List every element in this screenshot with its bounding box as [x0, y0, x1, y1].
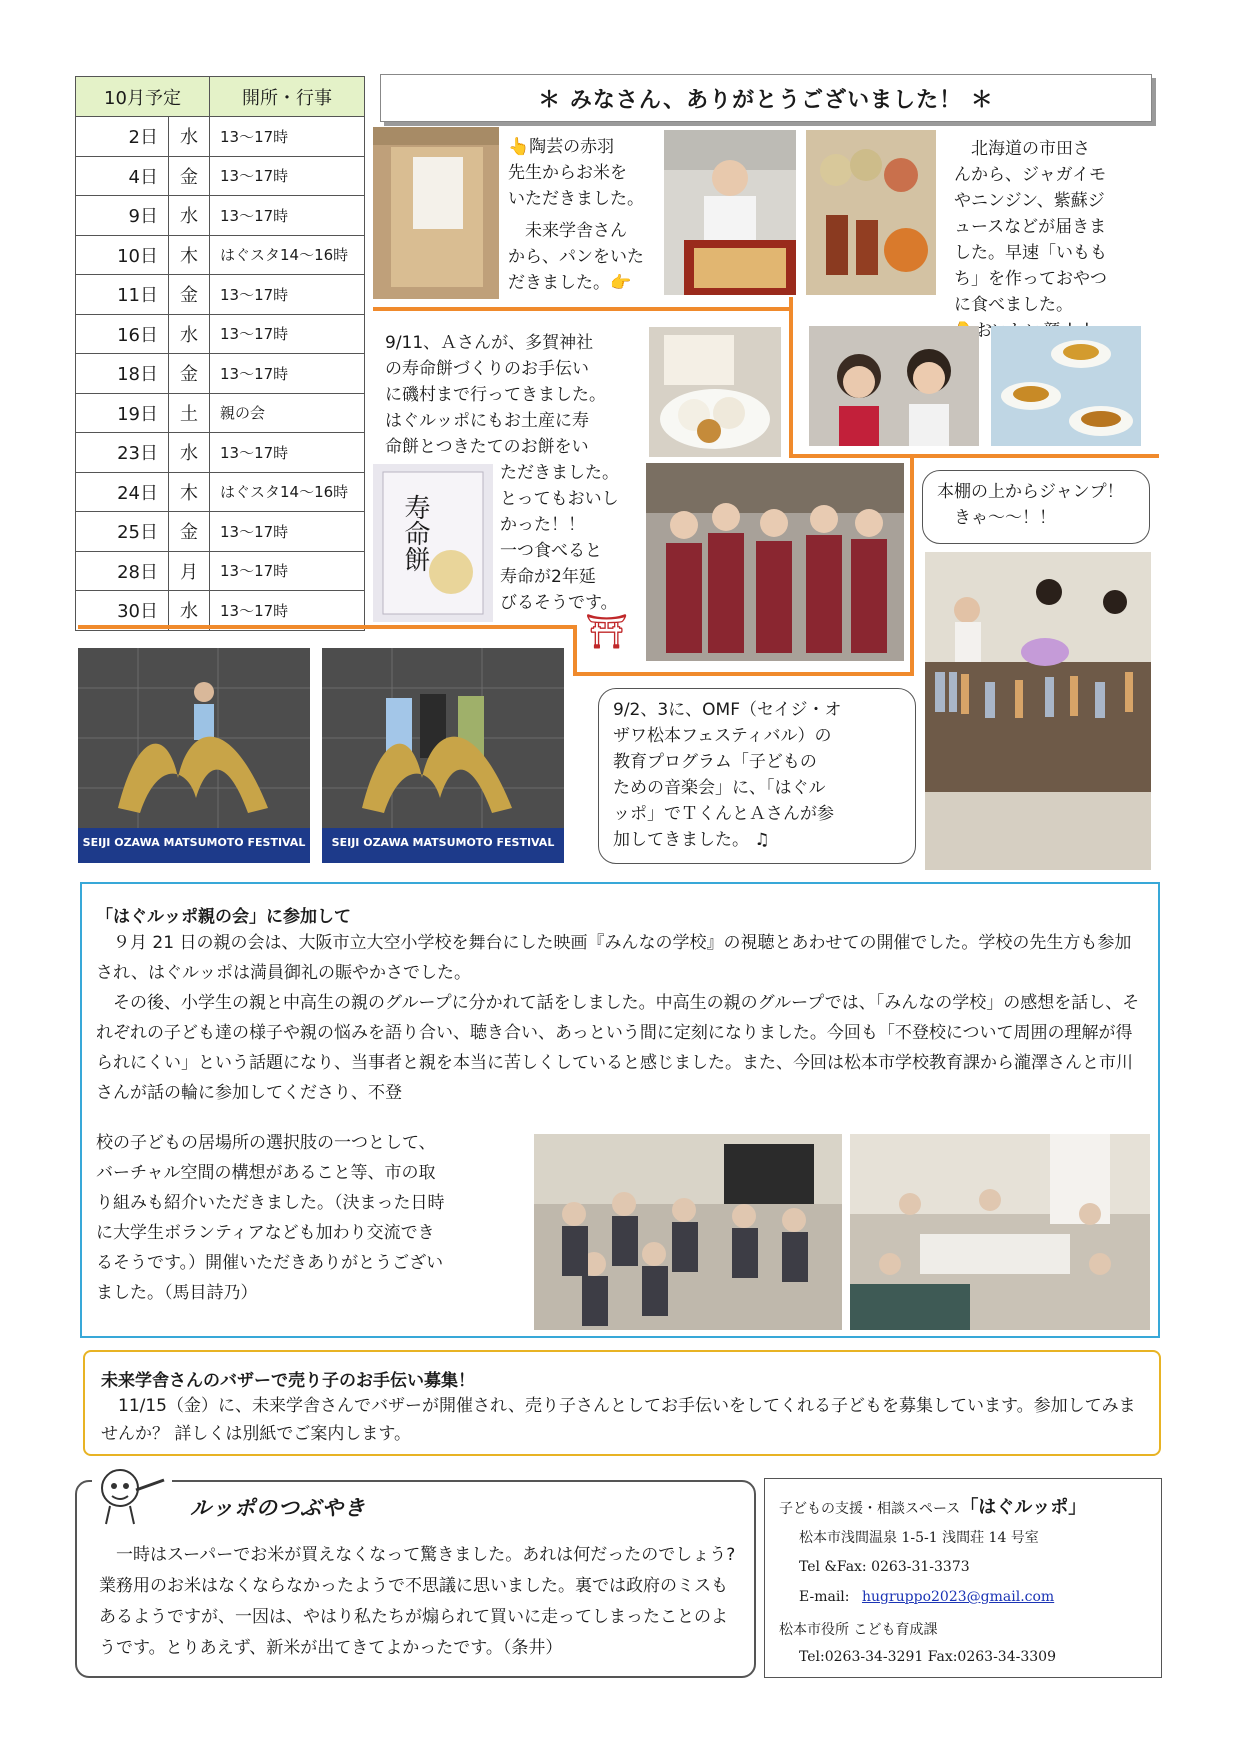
jump-bubble: 本棚の上からジャンプ！ きゃ〜〜！！	[922, 470, 1150, 544]
schedule-row	[76, 156, 365, 196]
parents-heading: 「はぐルッポ親の会」に参加して	[96, 907, 351, 927]
mochi-plate-photo	[649, 327, 781, 457]
schedule-weekday: 水	[169, 433, 210, 473]
schedule-day: 28日	[76, 551, 169, 591]
schedule-row	[76, 393, 365, 433]
schedule-day: 10日	[76, 235, 169, 275]
schedule-weekday: 水	[169, 314, 210, 354]
schedule-row	[76, 196, 365, 236]
jump-photo	[925, 552, 1151, 870]
divider-line	[789, 297, 793, 457]
contact-email-link[interactable]: hugruppo2023@gmail.com	[861, 1589, 1055, 1605]
mochi-book-photo	[373, 464, 493, 622]
schedule-weekday: 金	[169, 156, 210, 196]
contact-org	[779, 1493, 1086, 1519]
schedule-row	[76, 275, 365, 315]
parents-photo-2	[850, 1134, 1150, 1330]
schedule-event: 13〜17時	[210, 433, 365, 473]
schedule-event: 13〜17時	[210, 275, 365, 315]
schedule-header-event: 開所・行事	[210, 77, 365, 117]
schedule-weekday: 木	[169, 472, 210, 512]
schedule-day: 16日	[76, 314, 169, 354]
bazaar-body: 11/15（金）に、未来学舎さんでバザーが開催され、売り子さんとしてお手伝いをしてくれる子どもを募集しています。参加してみませんか？ 詳しくは別紙でご案内します。	[101, 1396, 1136, 1444]
schedule-row	[76, 433, 365, 473]
schedule-row	[76, 512, 365, 552]
divider-line	[573, 672, 913, 676]
schedule-weekday: 水	[169, 591, 210, 631]
schedule-weekday: 金	[169, 354, 210, 394]
kids-eating-photo	[809, 326, 979, 446]
schedule-weekday: 水	[169, 196, 210, 236]
schedule-day: 4日	[76, 156, 169, 196]
vegetables-photo	[806, 130, 936, 295]
schedule-event: 13〜17時	[210, 551, 365, 591]
mascot-icon	[92, 1458, 172, 1528]
parents-photo-1	[534, 1134, 842, 1330]
torii-icon: ⛩	[585, 612, 629, 652]
schedule-row	[76, 551, 365, 591]
parents-para-1: ９月 21 日の親の会は、大阪市立大空小学校を舞台にした映画『みんなの学校』の視聴とあわせての開催でした。学校の先生方も参加され、はぐルッポは満員御礼の賑やかさでした。	[96, 933, 1132, 983]
tsubuyaki-title: ルッポのつぶやき	[190, 1496, 366, 1520]
schedule-weekday: 金	[169, 512, 210, 552]
schedule-row	[76, 354, 365, 394]
schedule-event: 13〜17時	[210, 512, 365, 552]
mochi-group-photo	[646, 463, 904, 661]
schedule-row	[76, 117, 365, 157]
schedule-event: 13〜17時	[210, 117, 365, 157]
divider-line	[789, 454, 1159, 458]
schedule-weekday: 金	[169, 275, 210, 315]
schedule-event: 13〜17時	[210, 156, 365, 196]
schedule-event: はぐスタ14〜16時	[210, 472, 365, 512]
schedule-header-month: 10月予定	[76, 77, 210, 117]
schedule-event: 13〜17時	[210, 591, 365, 631]
schedule-day: 25日	[76, 512, 169, 552]
contact-org-prefix: 子どもの支援・相談スペース	[779, 1501, 961, 1517]
tsubuyaki-section	[75, 1480, 756, 1678]
schedule-day: 9日	[76, 196, 169, 236]
omf-bubble: 9/2、3に、OMF（セイジ・オ ザワ松本フェスティバル）の 教育プログラム「子どもの ための音楽会」に、「はぐル ッポ」でＴくんとＡさんが参 加してきました。 ♫	[598, 688, 916, 864]
schedule-weekday: 土	[169, 393, 210, 433]
schedule-day: 11日	[76, 275, 169, 315]
omf-sign-2: SEIJI OZAWA MATSUMOTO FESTIVAL	[331, 836, 555, 849]
schedule-event: 13〜17時	[210, 354, 365, 394]
tsubuyaki-body: 一時はスーパーでお米が買えなくなって驚きました。あれは何だったのでしょう?業務用のお米はなくならなかったようで不思議に思いました。裏では政府のミスもあるようですが、一因は、やはり私たちが煽られて買いに走ってしまったことのようです。とりあえず、新米が出てきてよかったです。（条井）	[99, 1545, 736, 1658]
rice-bag-illustration	[373, 127, 499, 299]
rice-bag-photo	[373, 127, 499, 299]
omf-photo-2	[322, 648, 564, 863]
contact-address: 松本市浅間温泉 1-5-1 浅間荘 14 号室	[799, 1530, 1039, 1546]
bread-text: 未来学舎さん から、パンをいた だきました。👉	[508, 221, 644, 293]
schedule-event: はぐスタ14〜16時	[210, 235, 365, 275]
contact-tel: Tel &Fax: 0263-31-3373	[799, 1559, 970, 1575]
schedule-event: 13〜17時	[210, 314, 365, 354]
schedule-event: 親の会	[210, 393, 365, 433]
schedule-day: 19日	[76, 393, 169, 433]
schedule-day: 18日	[76, 354, 169, 394]
mochi-book-title: 寿命餅	[400, 494, 430, 572]
schedule-event: 13〜17時	[210, 196, 365, 236]
schedule-day: 23日	[76, 433, 169, 473]
schedule-body	[76, 117, 365, 631]
schedule-weekday: 水	[169, 117, 210, 157]
contact-email-line	[799, 1589, 1054, 1605]
imomochi-photo	[991, 326, 1141, 446]
divider-line	[910, 458, 914, 676]
schedule-row	[76, 235, 365, 275]
hokkaido-text: 北海道の市田さ んから、ジャガイモ やニンジン、紫蘇ジ ュースなどが届きま した。早速「いもも ち」を作っておやつ に食べました。	[954, 139, 1107, 315]
schedule-header-row	[76, 77, 365, 117]
schedule-day: 24日	[76, 472, 169, 512]
rice-text: 👆陶芸の赤羽 先生からお米を いただきました。	[508, 137, 644, 209]
schedule-table	[75, 76, 365, 631]
parents-meeting-section	[80, 882, 1160, 1338]
schedule-day: 30日	[76, 591, 169, 631]
schedule-weekday: 月	[169, 551, 210, 591]
contact-email-label: E-mail:	[799, 1589, 850, 1605]
contact-section	[764, 1478, 1162, 1678]
parents-para-2: その後、小学生の親と中高生の親のグループに分かれて話をしました。中高生の親のグループでは、「みんなの学校」の感想を話し、それぞれの子ども達の様子や親の悩みを語り合い、聴き合い、あっという間に定刻になりました。今回も「不登校について周囲の理解が得られにくい」という話題になり、当事者と親を本当に苦しくしていると感じました。また、今回は松本市学校教育課から瀧澤さんと市川さんが話の輪に参加してくださり、不登	[96, 993, 1140, 1103]
divider-line	[78, 625, 576, 629]
contact-city-tel: Tel:0263-34-3291 Fax:0263-34-3309	[799, 1649, 1056, 1665]
schedule-row	[76, 314, 365, 354]
divider-line	[373, 307, 793, 311]
divider-line	[573, 625, 577, 675]
bread-chef-photo	[664, 130, 796, 295]
parents-para-3: 校の子どもの居場所の選択肢の一つとして、 バーチャル空間の構想があること等、市の取 り組みも紹介いただきました。（決まった日時 に大学生ボランティアなども加わり交流でき るそうです。）開催いただきありがとうござい ました。（馬目詩乃）	[96, 1133, 445, 1303]
schedule-row	[76, 472, 365, 512]
parents-paragraph	[96, 928, 1146, 1108]
contact-org-name: 「はぐルッポ」	[960, 1497, 1087, 1518]
thanks-title: ＊ みなさん、ありがとうございました！ ＊	[380, 74, 1152, 122]
contact-city-office: 松本市役所 こども育成課	[779, 1622, 938, 1638]
bazaar-heading: 未来学舎さんのバザーで売り子のお手伝い募集！	[101, 1371, 475, 1391]
omf-photo-1	[78, 648, 310, 863]
mochi-text-bottom: ただきました。 とってもおいし かった！！ 一つ食べると 寿命が2年延 びるそうです。	[500, 463, 619, 613]
bazaar-section	[83, 1350, 1161, 1456]
schedule-day: 2日	[76, 117, 169, 157]
schedule-weekday: 木	[169, 235, 210, 275]
mochi-text-top: 9/11、Ａさんが、多賀神社 の寿命餅づくりのお手伝い に磯村まで行ってきました。 はぐルッポにもお土産に寿 命餅とつきたてのお餅をい	[385, 333, 606, 457]
omf-sign-1: SEIJI OZAWA MATSUMOTO FESTIVAL	[82, 836, 306, 849]
